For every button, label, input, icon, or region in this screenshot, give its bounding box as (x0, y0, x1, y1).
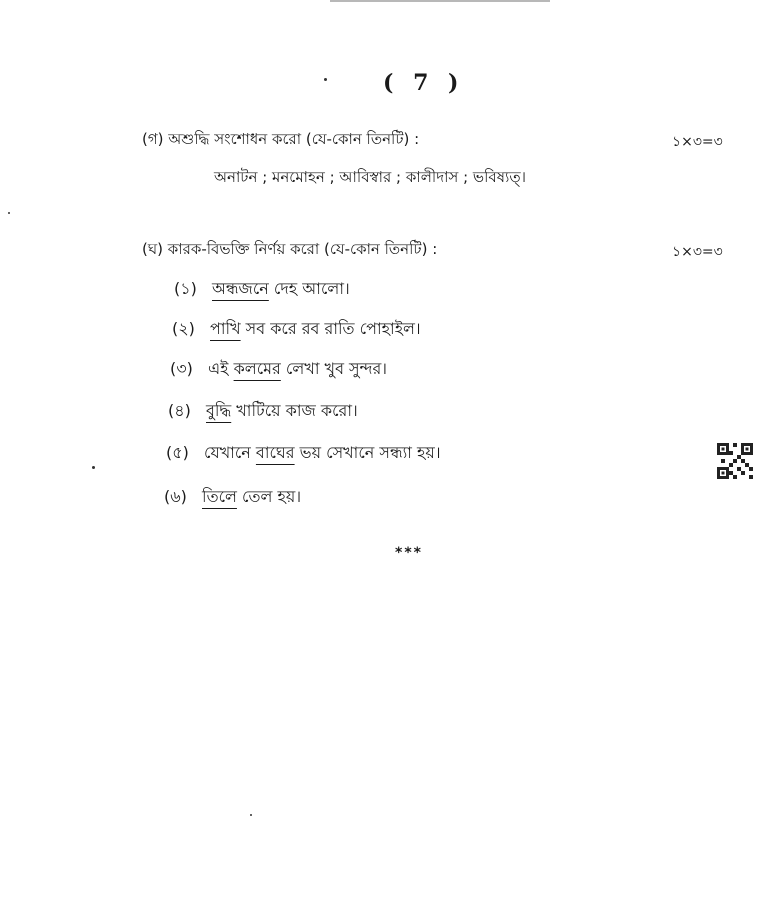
scan-edge-line (330, 0, 550, 2)
item-rest: লেখা খুব সুন্দর। (280, 359, 387, 378)
item-rest: তেল হয়। (236, 487, 302, 506)
section-gha-marks: ১×৩=৩ (672, 244, 723, 260)
qr-code-icon (717, 443, 753, 479)
section-ga-label: (গ) অশুদ্ধি সংশোধন করো (যে-কোন তিনটি) : (142, 130, 420, 148)
item-rest: ভয় সেখানে সন্ধ্যা হয়। (294, 443, 441, 462)
underlined-word: কলমের (233, 359, 281, 378)
list-item (172, 316, 421, 343)
list-item (170, 356, 387, 383)
list-item (168, 398, 358, 425)
item-number: (৫) (166, 443, 189, 462)
underlined-word: তিলে (202, 487, 237, 506)
item-rest: সব করে রব রাতি পোহাইল। (240, 319, 421, 338)
scan-speck (324, 78, 327, 81)
item-pre: এই (208, 359, 234, 378)
underlined-word: বাঘের (255, 443, 295, 462)
item-rest: খাটিয়ে কাজ করো। (231, 401, 358, 420)
scan-speck (250, 814, 252, 816)
item-number: (৬) (164, 487, 187, 506)
list-item (166, 440, 441, 467)
item-number: (৩) (170, 359, 193, 378)
end-mark: *** (395, 545, 423, 561)
list-item (164, 484, 301, 511)
section-ga-marks: ১×৩=৩ (672, 134, 723, 150)
item-number: (১) (174, 279, 197, 298)
underlined-word: বুদ্ধি (206, 401, 232, 420)
list-item (174, 276, 350, 303)
item-number: (২) (172, 319, 195, 338)
underlined-word: অন্ধজনে (212, 279, 269, 298)
page-number: ( 7 ) (383, 70, 465, 96)
scan-speck (92, 466, 95, 469)
item-pre: যেখানে (204, 443, 256, 462)
scan-speck (8, 212, 10, 214)
underlined-word: পাখি (210, 319, 241, 338)
section-gha-label: (ঘ) কারক-বিভক্তি নির্ণয় করো (যে-কোন তিনটি) : (142, 240, 438, 258)
section-ga-words: অনাটন ; মনমোহন ; আবিস্বার ; কালীদাস ; ভবিষ্যত্‌। (214, 168, 526, 186)
item-number: (৪) (168, 401, 191, 420)
item-rest: দেহ আলো। (268, 279, 350, 298)
